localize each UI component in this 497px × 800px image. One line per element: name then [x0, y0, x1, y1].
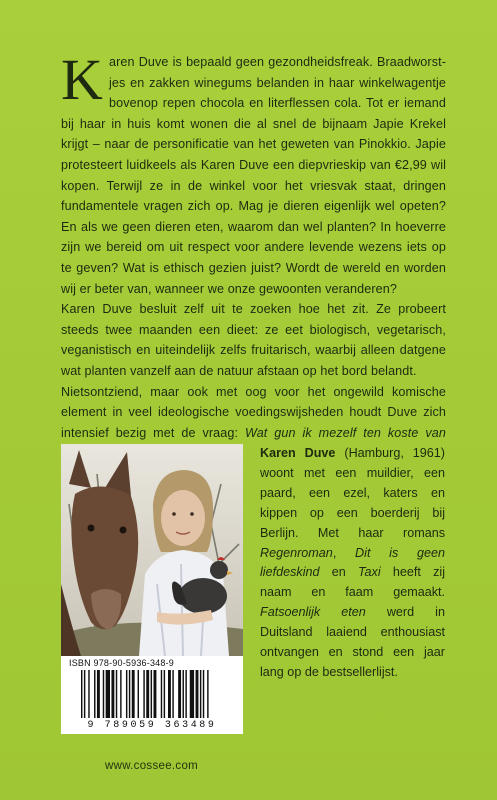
isbn-label: ISBN 978-90-5936-348-9 [69, 658, 174, 668]
blurb-paragraph-3: Nietsontziend, maar ook met oog voor het ongewild komische element in veel ideologische voedingswijsheden houdt Duve zich intensief bezig met de vraag: Wat gun ik mezelf ten koste van [61, 382, 446, 464]
blurb-text [61, 47, 447, 464]
book-title: Dit is geen liefdeskind [260, 545, 445, 580]
drop-cap: K [61, 47, 103, 112]
author-name: Karen Duve [260, 446, 336, 460]
author-photo [61, 444, 243, 656]
book-title: Taxi [357, 565, 381, 580]
publisher-website: www.cossee.com [105, 760, 199, 772]
blurb-paragraph-1: Karen Duve is bepaald geen gezondheidsfreak. Braadworst- jes en zakken winegums belanden in haar winkelwagentje bovenop repen chocola en literflessen cola. Tot er iemand bij haar in huis komt wonen die al snel de bijnaam Japie Krekel krijgt – naar de personificatie van het geweten van Pinokkio. Japie protesteert luidkeels als Karen Duve een diepvrieskip van €2,99 wil kopen. Terwijl ze in de winkel voor het vriesvak staat, dringen fundamentele vragen zich op. Mag je dieren eigenlijk wel opeten? En als we geen dieren eten, waarom dan wel planten? In hoeverre zijn we bereid om uit respect voor andere levende wezens iets op te geven? Wat is ethisch gezien juist? Wordt de wereld en worden wij er beter van, wanneer we onze gewoonten veranderen? [61, 47, 446, 296]
key-question: Wat gun ik mezelf ten koste van [244, 425, 447, 440]
book-title: Regenroman [260, 545, 333, 560]
barcode-panel [61, 656, 243, 734]
ean-number: 9 789059 363489 [87, 720, 217, 731]
author-bio: Karen Duve (Hamburg, 1961) woont met een muildier, een paard, een ezel, katers en kippen op een boerderij bij Berlijn. Met haar romans Regenroman, Dit is geen liefdeskind en Taxi heeft zij naam en faam gemaakt. Fatsoenlijk eten werd in Duitsland laaiend enthousiast ontvangen en stond een jaar lang op de bestsellerlijst. [260, 446, 445, 679]
blurb-paragraph-2: Karen Duve besluit zelf uit te zoeken hoe het zit. Ze probeert steeds twee maanden een dieet: ze eet biologisch, vegetarisch, veganistisch en uiteindelijk zelfs fruitarisch, waarbij alleen datgene wat planten vanzelf aan de natuur afstaan op het bord belandt. [61, 302, 446, 378]
book-title: Fatsoenlijk eten [260, 605, 366, 620]
